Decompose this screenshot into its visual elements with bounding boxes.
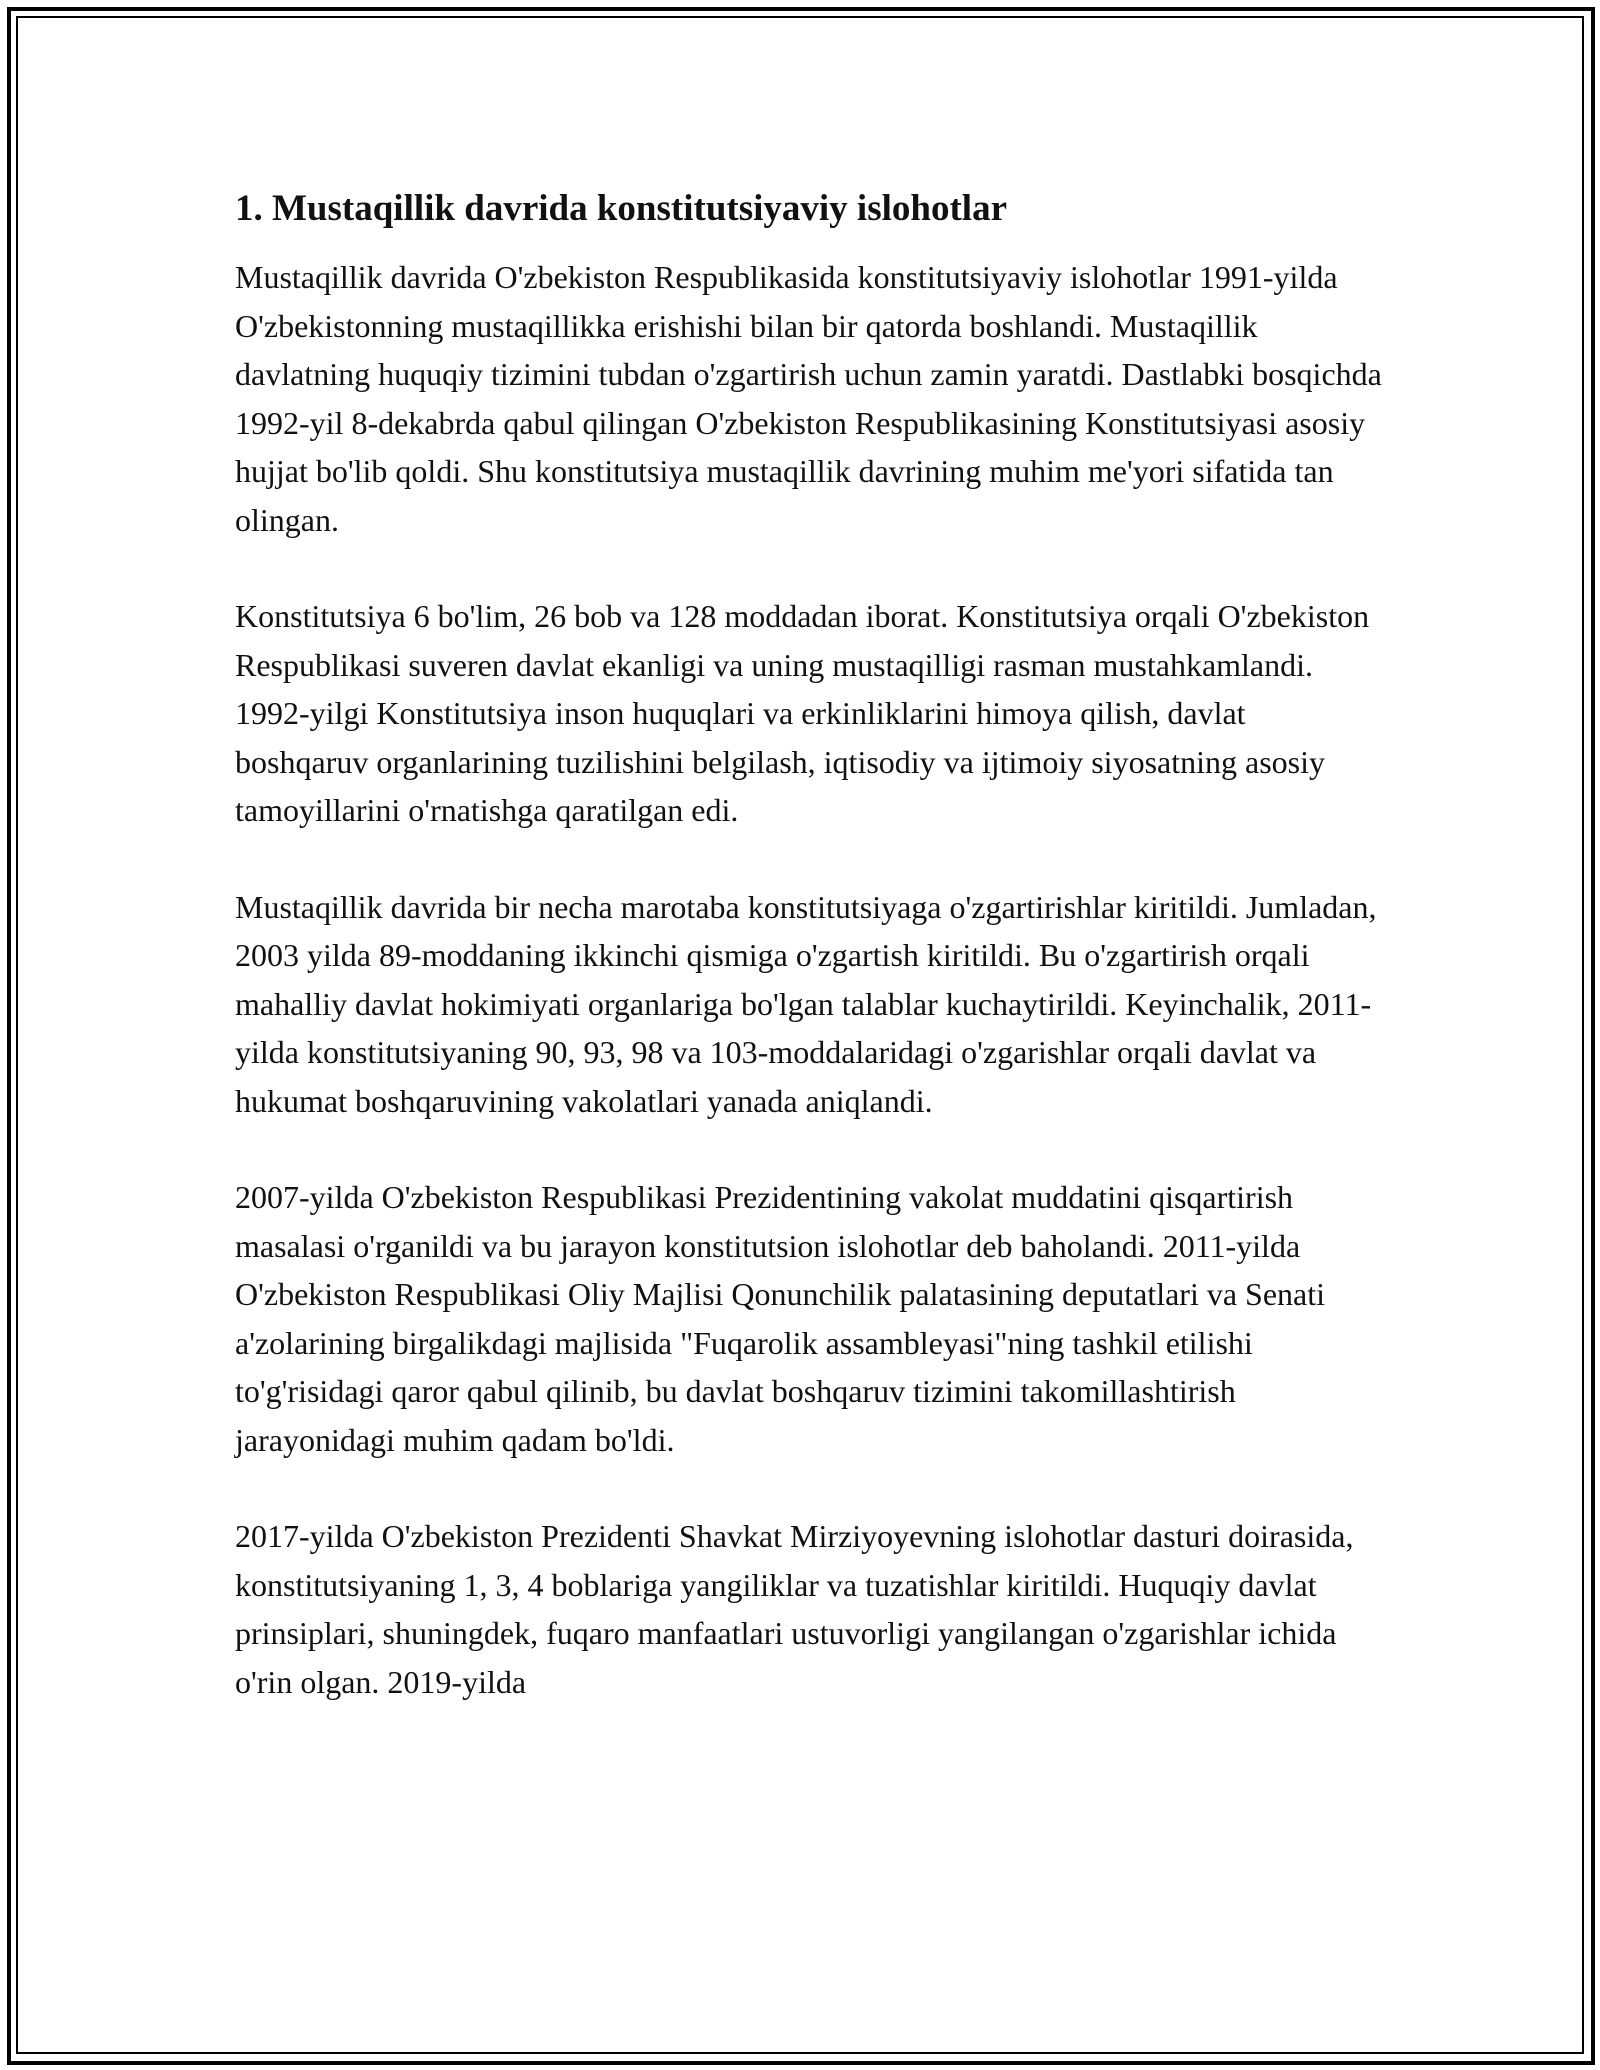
paragraph-4: 2007-yilda O'zbekiston Respublikasi Prezidentining vakolat muddatini qisqartirish masalasi o'rganildi va bu jarayon konstitutsion islohotlar deb baholandi. 2011-yilda O'zbekiston Respublikasi Oliy Majlisi Qonunchilik palatasining deputatlari va Senati a'zolarining birgalikdagi majlisida "Fuqarolik assambleyasi"ning tashkil etilishi to'g'risidagi qaror qabul qilinib, bu davlat boshqaruv tizimini takomillashtirish jarayonidagi muhim qadam bo'ldi. xyxy=(235,1179,1326,1458)
paragraph-3: Mustaqillik davrida bir necha marotaba konstitutsiyaga o'zgartirishlar kiritildi. Jumladan, 2003 yilda 89-moddaning ikkinchi qismiga o'zgartish kiritildi. Bu o'zgartirish orqali mahalliy davlat hokimiyati organlariga bo'lgan talablar kuchaytirildi. Keyinchalik, 2011-yilda konstitutsiyaning 90, 93, 98 va 103-moddalaridagi o'zgarishlar orqali davlat va hukumat boshqaruvining vakolatlari yanada aniqlandi. xyxy=(235,888,1377,1119)
paragraph-5: 2017-yilda O'zbekiston Prezidenti Shavkat Mirziyoyevning islohotlar dasturi doirasida, konstitutsiyaning 1, 3, 4 boblariga yangiliklar va tuzatishlar kiritildi. Huquqiy davlat prinsiplari, shuningdek, fuqaro manfaatlari ustuvorligi yangilangan o'zgarishlar ichida o'rin olgan. 2019-yilda xyxy=(235,1518,1354,1700)
paragraph-2: Konstitutsiya 6 bo'lim, 26 bob va 128 moddadan iborat. Konstitutsiya orqali O'zbekiston Respublikasi suveren davlat ekanligi va uning mustaqilligi rasman mustahkamlandi. 1992-yilgi Konstitutsiya inson huquqlari va erkinliklarini himoya qilish, davlat boshqaruv organlarining tuzilishini belgilash, iqtisodiy va ijtimoiy siyosatning asosiy tamoyillarini o'rnatishga qaratilgan edi. xyxy=(235,598,1370,828)
document-body xyxy=(235,185,1385,1754)
section-heading: 1. Mustaqillik davrida konstitutsiyaviy islohotlar xyxy=(235,188,1007,229)
paragraph-1: Mustaqillik davrida O'zbekiston Respublikasida konstitutsiyaviy islohotlar 1991-yilda O'zbekistonning mustaqillikka erishishi bilan bir qatorda boshlandi. Mustaqillik davlatning huquqiy tizimini tubdan o'zgartirish uchun zamin yaratdi. Dastlabki bosqichda 1992-yil 8-dekabrda qabul qilingan O'zbekiston Respublikasining Konstitutsiyasi asosiy hujjat bo'lib qoldi. Shu konstitutsiya mustaqillik davrining muhim me'yori sifatida tan olingan. xyxy=(235,259,1382,538)
